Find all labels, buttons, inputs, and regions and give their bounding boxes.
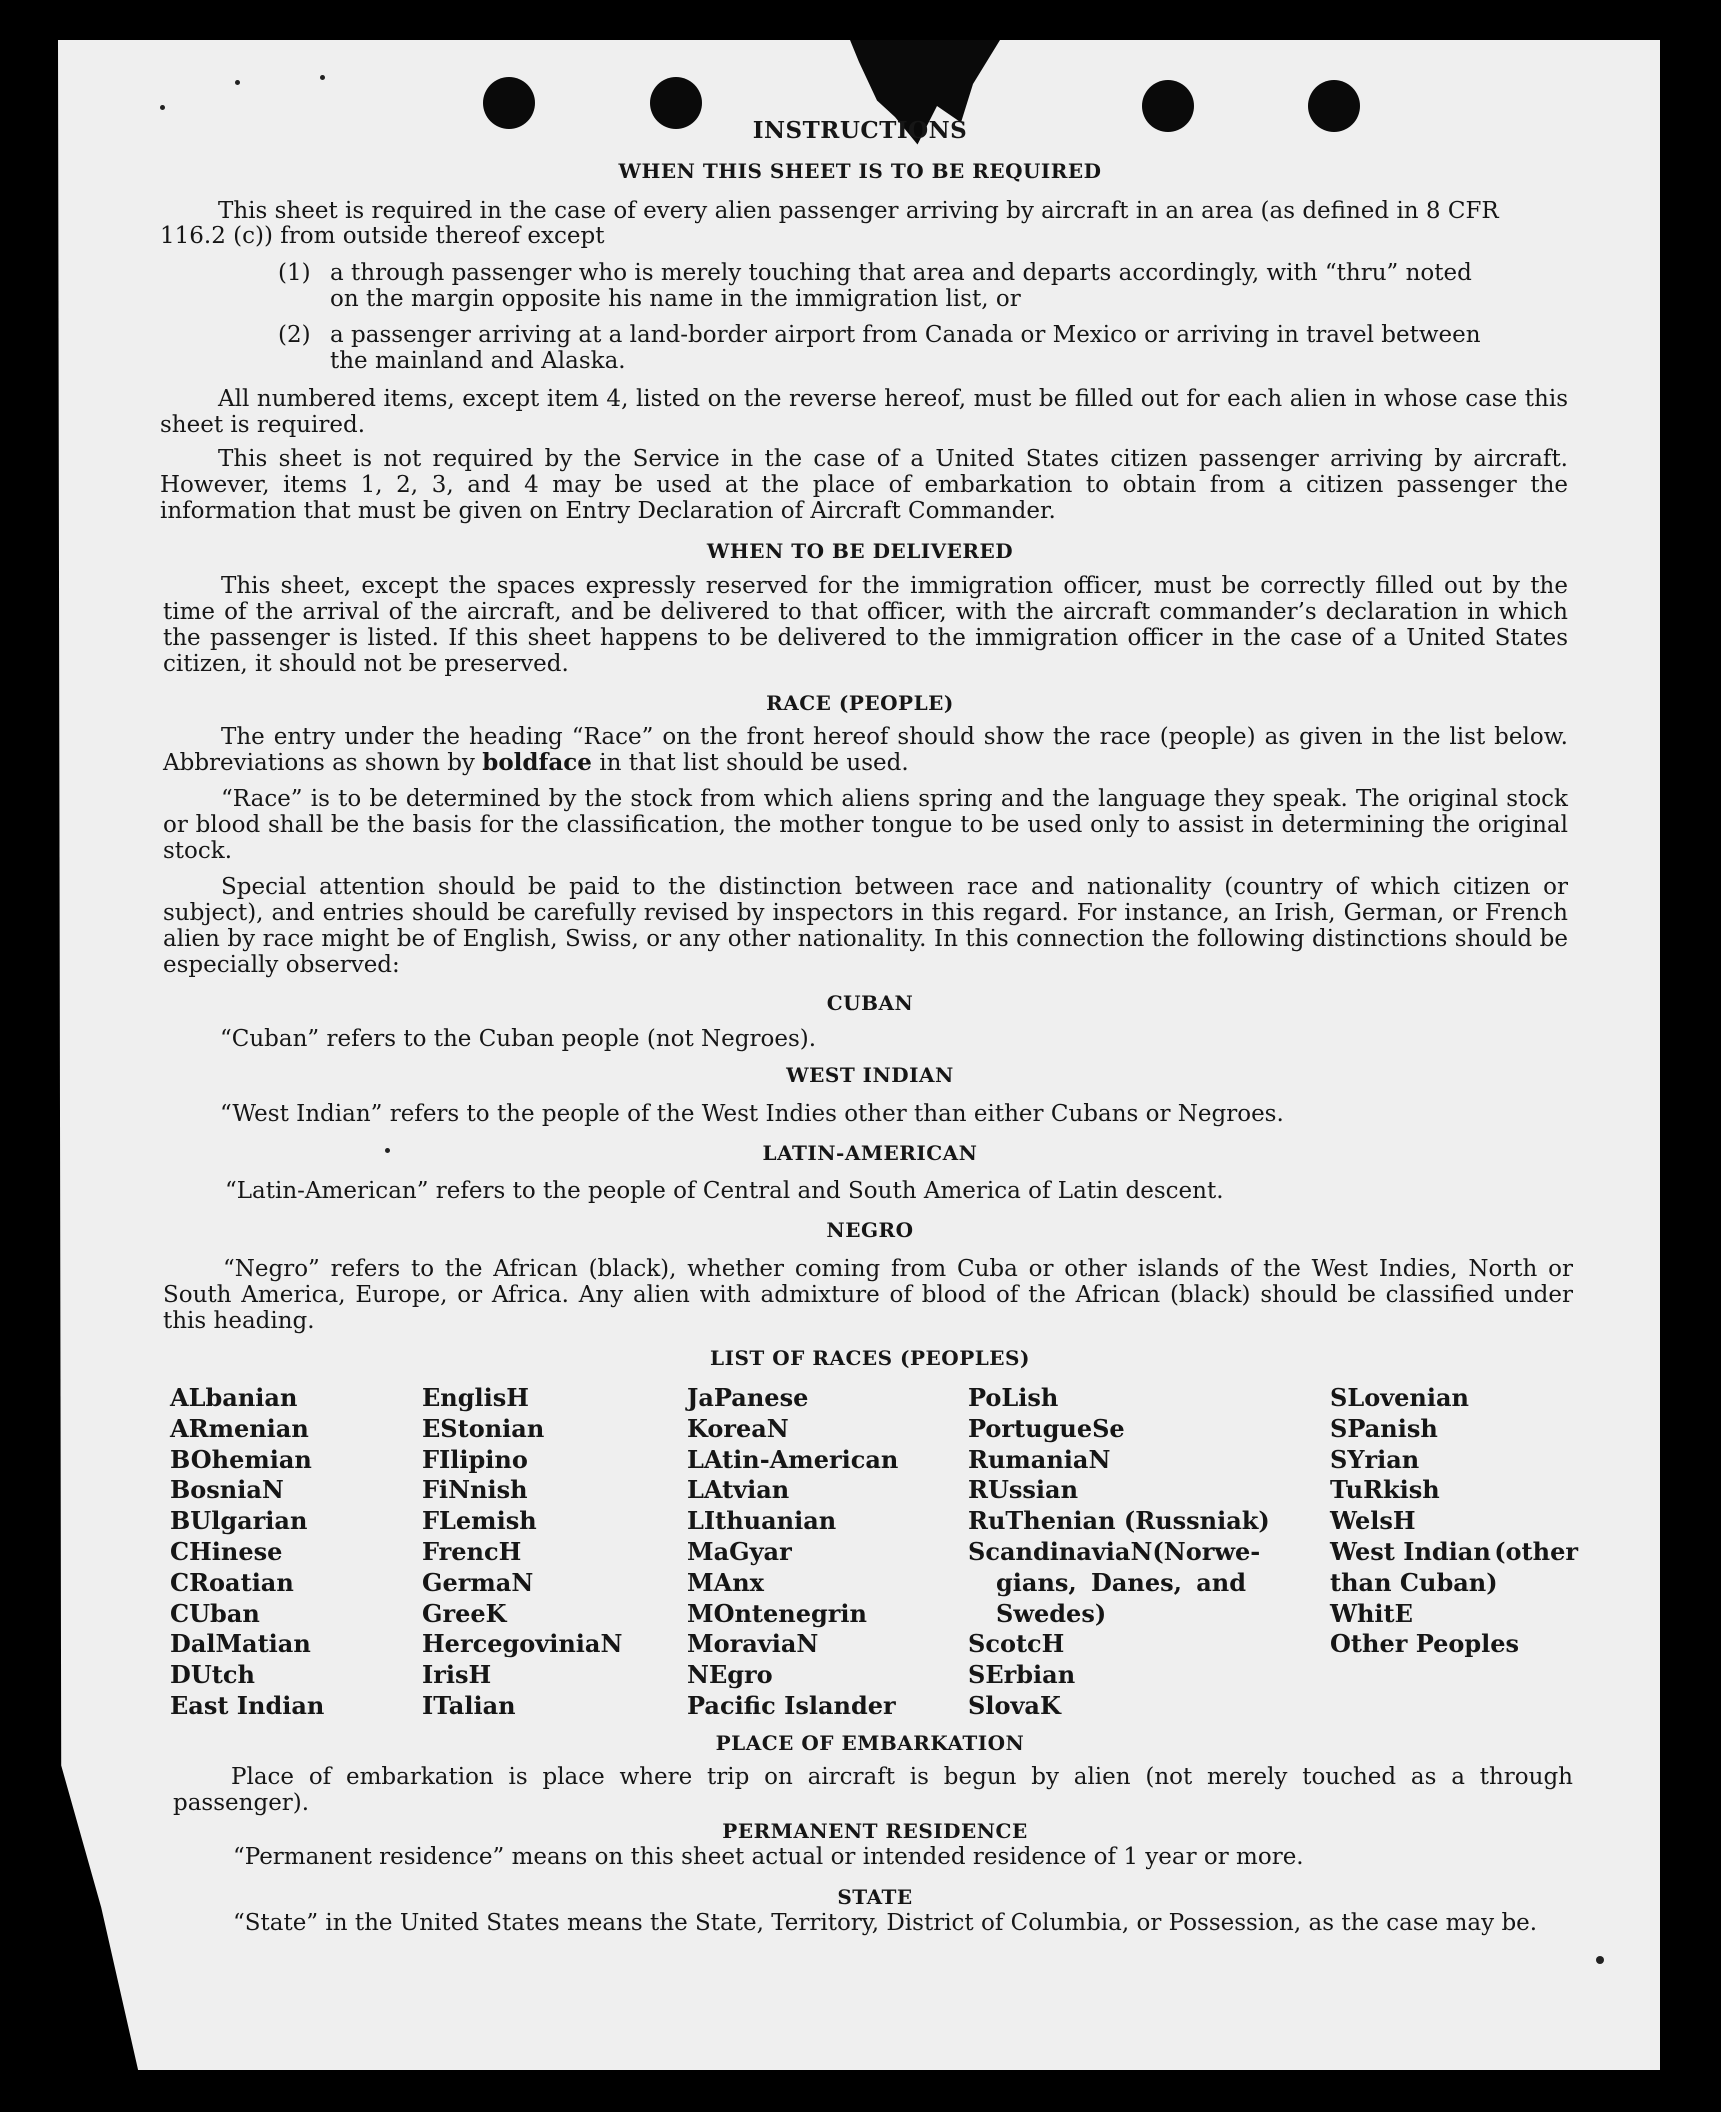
paragraph-race-entry: [163, 724, 1568, 776]
race-entry-part: (Norwe-: [1152, 1536, 1261, 1566]
item-1-line-1: a through passenger who is merely touching that area and departs accordingly, with “thru” noted: [330, 260, 1472, 286]
race-entry: EStonian: [422, 1413, 545, 1443]
section-heading-negro: NEGRO: [826, 1218, 914, 1242]
race-entry: CUban: [170, 1598, 260, 1628]
race-entry: EnglisH: [422, 1383, 529, 1412]
race-entry: MoraviaN: [687, 1629, 819, 1659]
race-entry: East Indian: [170, 1690, 325, 1720]
race-entry: SErbian: [968, 1660, 1076, 1690]
item-1-number: (1): [278, 260, 311, 286]
residence-text: “Permanent residence” means on this sheet actual or intended residence of 1 year or more.: [233, 1844, 1304, 1870]
race-entry: FLemish: [422, 1506, 537, 1536]
race-entry: CHinese: [170, 1536, 283, 1566]
race-entry-part: West Indian: [1330, 1536, 1491, 1566]
race-entry-boldface: boldface: [482, 749, 592, 776]
race-entry: FIlipino: [422, 1444, 528, 1474]
paragraph-citizen: This sheet is not required by the Service in the case of a United States citizen passenger arriving by aircraft. However, items 1, 2, 3, and 4 may be used at the place of embarkation to obtain from a citizen passenger the information that must be given on Entry Declaration of Aircraft Commander.: [160, 446, 1568, 524]
race-entry: SYrian: [1330, 1444, 1420, 1474]
latin-american-text: “Latin-American” refers to the people of Central and South America of Latin descent.: [225, 1178, 1224, 1204]
paragraph-race-nationality: Special attention should be paid to the distinction between race and nationality (country of which citizen or subject), and entries should be carefully revised by inspectors in this regard. For instance, an Irish, German, or French alien by race might be of English, Swiss, or any other nationality. In this connection the following distinctions should be especially observed:: [163, 874, 1568, 978]
race-entry: PoLish: [968, 1383, 1059, 1412]
section-heading-embarkation: PLACE OF EMBARKATION: [715, 1731, 1025, 1755]
race-entry-part: gians,: [996, 1567, 1077, 1597]
paragraph-negro: “Negro” refers to the African (black), whether coming from Cuba or other islands of the West Indies, North or South America, Europe, or Africa. Any alien with admixture of blood of the African (black) should be classified under this heading.: [163, 1256, 1573, 1334]
page-title: INSTRUCTIONS: [752, 117, 968, 144]
race-entry: NEgro: [687, 1660, 773, 1690]
race-entry-part: and: [1196, 1567, 1246, 1597]
race-entry: ARmenian: [170, 1413, 309, 1443]
paragraph-race-stock: “Race” is to be determined by the stock from which aliens spring and the language they speak. The original stock or blood shall be the basis for the classification, the mother tongue to be used only to assist in determining the original stock.: [163, 786, 1568, 864]
race-entry: SlovaK: [968, 1690, 1061, 1720]
race-entry: LAtvian: [687, 1475, 790, 1505]
speck: [1596, 1956, 1604, 1964]
race-entry: SPanish: [1330, 1413, 1438, 1443]
race-entry-part: ScandinaviaN: [968, 1536, 1153, 1566]
race-entry: FiNnish: [422, 1475, 528, 1505]
race-entry: CRoatian: [170, 1567, 294, 1597]
race-column-3: [687, 1383, 898, 1722]
race-entry-text-b: in that list should be used.: [599, 750, 909, 776]
race-entry: FrencH: [422, 1536, 522, 1566]
section-heading-residence: PERMANENT RESIDENCE: [722, 1819, 1028, 1843]
paragraph-delivery: This sheet, except the spaces expressly reserved for the immigration officer, must be correctly filled out by the time of the arrival of the aircraft, and be delivered to that officer, with the aircraft commander’s declaration in which the passenger is listed. If this sheet happens to be delivered to the immigration officer in the case of a United States citizen, it should not be preserved.: [163, 573, 1568, 677]
race-entry: SLovenian: [1330, 1383, 1469, 1412]
race-entry: LIthuanian: [687, 1506, 837, 1536]
race-entry: Other Peoples: [1330, 1629, 1520, 1659]
race-entry: WhitE: [1330, 1598, 1413, 1628]
section-heading-west-indian: WEST INDIAN: [786, 1063, 954, 1087]
race-entry: ITalian: [422, 1690, 516, 1720]
item-1-line-2: on the margin opposite his name in the immigration list, or: [330, 286, 1021, 312]
speck: [385, 1148, 390, 1153]
race-entry: LAtin-American: [687, 1444, 899, 1474]
race-entry-part: than Cuban): [1330, 1567, 1498, 1597]
punch-hole: [483, 77, 535, 129]
race-entry: MAnx: [687, 1567, 764, 1597]
west-indian-text: “West Indian” refers to the people of the West Indies other than either Cubans or Negroes.: [220, 1101, 1284, 1127]
cuban-text: “Cuban” refers to the Cuban people (not Negroes).: [220, 1026, 817, 1052]
intro-line-1: This sheet is required in the case of every alien passenger arriving by aircraft in an area (as defined in 8 CFR: [218, 198, 1499, 224]
race-entry: PortugueSe: [968, 1413, 1125, 1443]
race-entry: RumaniaN: [968, 1444, 1111, 1474]
race-entry-scandinavian: [968, 1536, 1261, 1568]
race-entry-part: (other: [1494, 1536, 1578, 1566]
section-heading-when-delivered: WHEN TO BE DELIVERED: [706, 539, 1014, 563]
item-2-line-1: a passenger arriving at a land-border airport from Canada or Mexico or arriving in travel between: [330, 322, 1481, 348]
paragraph-state: “State” in the United States means the State, Territory, District of Columbia, or Possession, as the case may be.: [233, 1910, 1538, 1936]
race-entry: HercegoviniaN: [422, 1629, 623, 1659]
race-column-4: [968, 1383, 1270, 1722]
race-entry: DalMatian: [170, 1629, 311, 1659]
race-entry: GermaN: [422, 1567, 534, 1597]
race-entry: BOhemian: [170, 1444, 312, 1474]
race-entry-part: Swedes): [996, 1598, 1107, 1628]
section-heading-race: RACE (PEOPLE): [766, 691, 954, 715]
race-column-5: [1330, 1383, 1578, 1660]
intro-line-2: 116.2 (c)) from outside thereof except: [160, 223, 605, 249]
speck: [160, 105, 165, 110]
section-heading-when-required: WHEN THIS SHEET IS TO BE REQUIRED: [618, 159, 1102, 183]
race-entry-text-a: The entry under the heading “Race” on the front hereof should show the race (people) as given in the list below. Abbreviations as shown by: [163, 724, 1568, 776]
section-heading-cuban: CUBAN: [826, 991, 914, 1015]
race-entry: RUssian: [968, 1475, 1079, 1505]
race-entry: MOntenegrin: [687, 1598, 867, 1628]
race-entry: MaGyar: [687, 1536, 792, 1566]
speck: [320, 75, 325, 80]
race-column-1: [170, 1383, 324, 1722]
race-entry-west-indian: [1330, 1537, 1578, 1568]
race-entry-scandinavian-cont: [968, 1568, 1270, 1599]
section-heading-list-of-races: LIST OF RACES (PEOPLES): [710, 1346, 1030, 1370]
race-entry: GreeK: [422, 1598, 507, 1628]
item-2-line-2: the mainland and Alaska.: [330, 348, 626, 374]
punch-hole: [1308, 80, 1360, 132]
race-entry: ScotcH: [968, 1629, 1065, 1659]
race-entry: RuThenian (Russniak): [968, 1506, 1270, 1536]
section-heading-latin-american: LATIN-AMERICAN: [762, 1141, 978, 1165]
section-heading-state: STATE: [837, 1885, 913, 1909]
race-entry: BosniaN: [170, 1475, 284, 1505]
race-entry: KoreaN: [687, 1413, 789, 1443]
race-entry: IrisH: [422, 1660, 492, 1690]
race-entry: ALbanian: [170, 1383, 298, 1412]
race-entry: WelsH: [1330, 1506, 1416, 1536]
race-entry: Pacific Islander: [687, 1690, 896, 1720]
punch-hole: [1142, 80, 1194, 132]
paragraph-embarkation: Place of embarkation is place where trip on aircraft is begun by alien (not merely touched as a through passenger).: [173, 1764, 1573, 1816]
race-entry-part: Danes,: [1091, 1567, 1182, 1597]
paragraph-items: All numbered items, except item 4, listed on the reverse hereof, must be filled out for each alien in whose case this sheet is required.: [160, 386, 1568, 438]
race-entry: DUtch: [170, 1660, 255, 1690]
race-entry: JaPanese: [687, 1383, 809, 1412]
item-2-number: (2): [278, 322, 311, 348]
race-column-2: [422, 1383, 622, 1722]
speck: [235, 80, 240, 85]
race-entry: TuRkish: [1330, 1475, 1440, 1505]
race-entry: BUlgarian: [170, 1506, 308, 1536]
race-entry-part-row: [996, 1568, 1246, 1599]
